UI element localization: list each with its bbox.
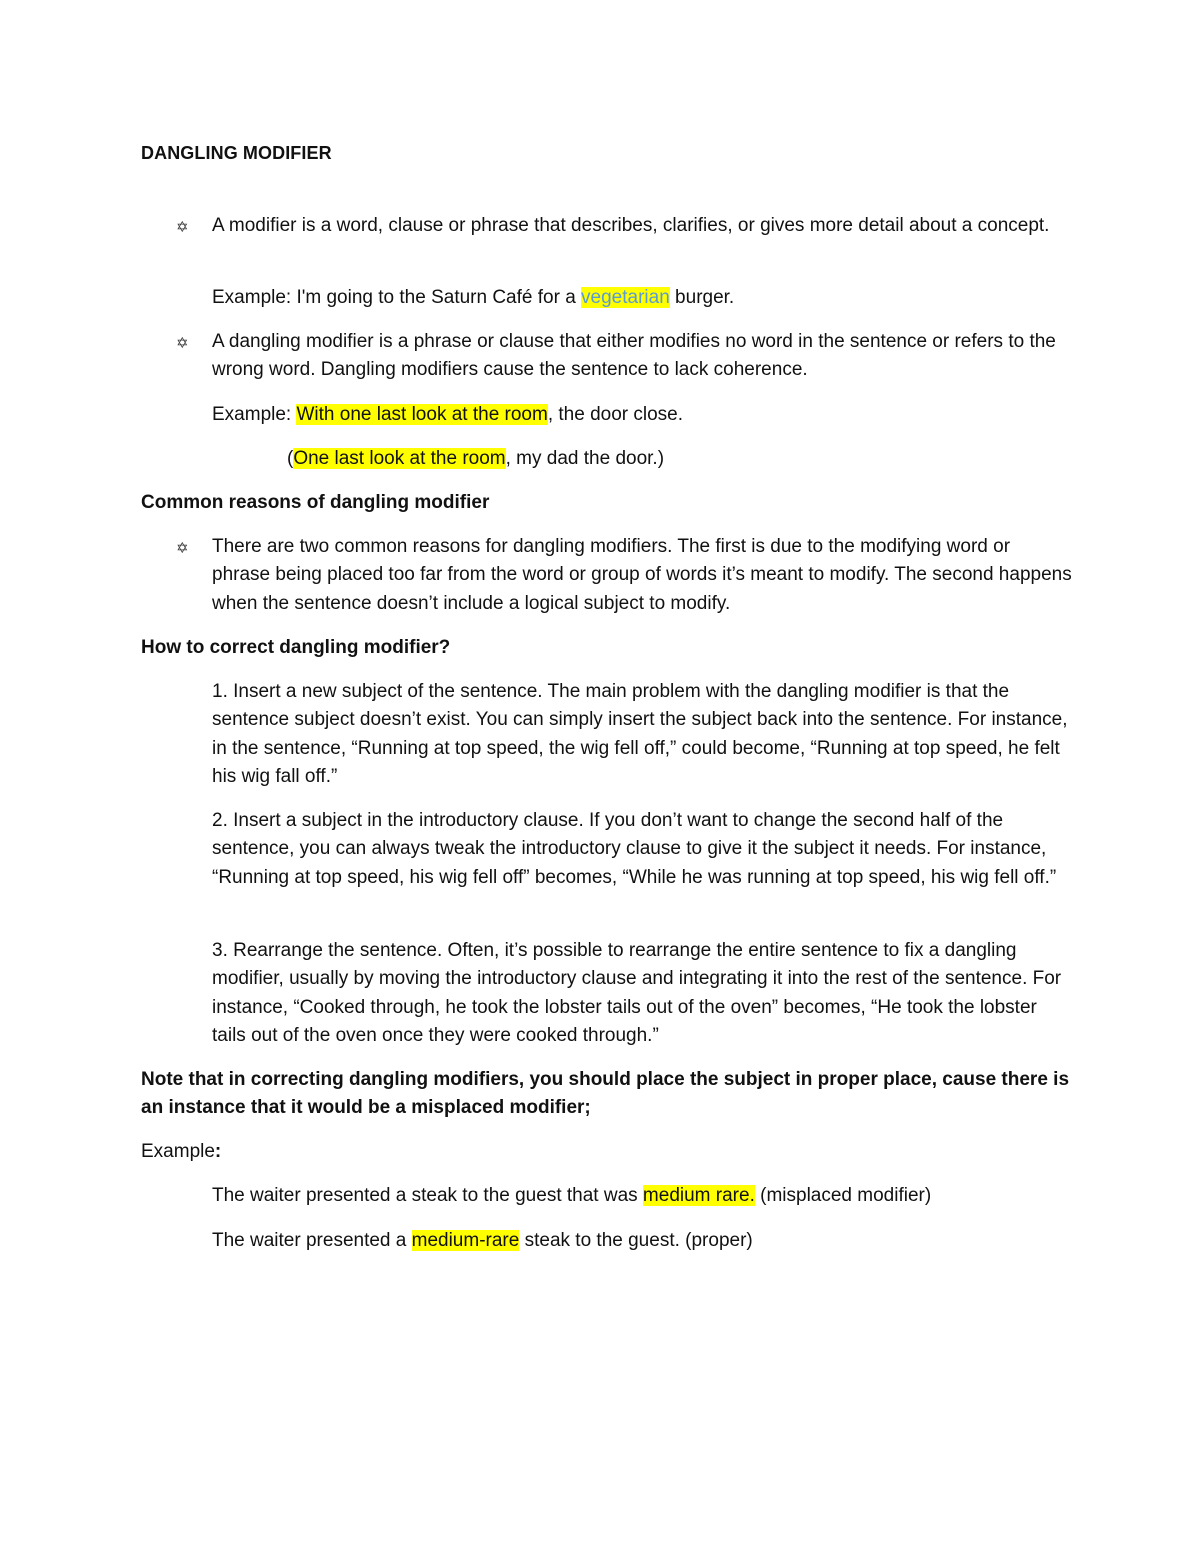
example-modifier [212,284,1072,312]
example-dangling-alt [287,445,1067,473]
correction-step-1: 1. Insert a new subject of the sentence. The main problem with the dangling modifier is that the sentence subject doesn’t exist. You can simply insert the subject back into the sentence. For instance, in the sentence, “Running at top speed, the wig fell off,” could become, “Running at top speed, he felt his wig fall off.” [212,681,1068,788]
correction-step-3: 3. Rearrange the sentence. Often, it’s possible to rearrange the entire sentence to fix a dangling modifier, usually by moving the introductory clause and integrating it into the rest of the sentence. For instance, “Cooked through, he took the lobster tails out of the oven” becomes, “He took the lobster tails out of the oven once they were cooked through.” [212,940,1062,1047]
example-prefix: Example: I'm going to the Saturn Café for a [212,287,582,308]
note-paragraph: Note that in correcting dangling modifiers, you should place the subject in proper place, cause there is an instance that it would be a misplaced modifier; [141,1069,1070,1119]
example-suffix: steak to the guest. (proper) [519,1230,753,1251]
final-example-misplaced [212,1182,1072,1210]
paren-open: ( [287,448,294,469]
final-example-proper [212,1227,1072,1255]
example-label-text: Example [141,1141,215,1162]
example-prefix: Example: [212,404,297,425]
heading-how-to-correct: How to correct dangling modifier? [141,637,451,658]
highlighted-phrase: One last look at the room [293,448,506,469]
example-label [141,1138,1001,1166]
correction-step-2: 2. Insert a subject in the introductory clause. If you don’t want to change the second half of the sentence, you can always tweak the introductory clause to give it the subject it needs. For instance, “Running at top speed, his wig fell off” becomes, “While he was running at top speed, his wig fell off.” [212,810,1057,888]
highlighted-phrase: medium-rare [411,1230,520,1251]
star-bullet-icon: ✡ [176,335,189,352]
document-title: DANGLING MODIFIER [141,143,332,163]
example-dangling [212,401,1072,429]
example-suffix: , the door close. [547,404,684,425]
bullet-reasons: There are two common reasons for dangling modifiers. The first is due to the modifying word or phrase being placed too far from the word or group of words it’s meant to modify. The second happens when the sentence doesn’t include a logical subject to modify. [212,536,1072,614]
example-suffix: , my dad the door.) [505,448,665,469]
example-prefix: The waiter presented a [212,1230,412,1251]
example-prefix: The waiter presented a steak to the guest that was [212,1185,643,1206]
star-bullet-icon: ✡ [176,540,189,557]
example-suffix: burger. [669,287,735,308]
highlighted-word: vegetarian [581,287,670,308]
example-label-colon: : [214,1141,222,1162]
bullet-dangling-definition: A dangling modifier is a phrase or clause that either modifies no word in the sentence or refers to the wrong word. Dangling modifiers cause the sentence to lack coherence. [212,331,1056,381]
star-bullet-icon: ✡ [176,219,189,236]
highlighted-phrase: medium rare. [642,1185,755,1206]
bullet-modifier-definition: A modifier is a word, clause or phrase that describes, clarifies, or gives more detail about a concept. [212,215,1050,236]
heading-common-reasons: Common reasons of dangling modifier [141,492,490,513]
example-suffix: (misplaced modifier) [754,1185,932,1206]
highlighted-phrase: With one last look at the room [296,404,548,425]
